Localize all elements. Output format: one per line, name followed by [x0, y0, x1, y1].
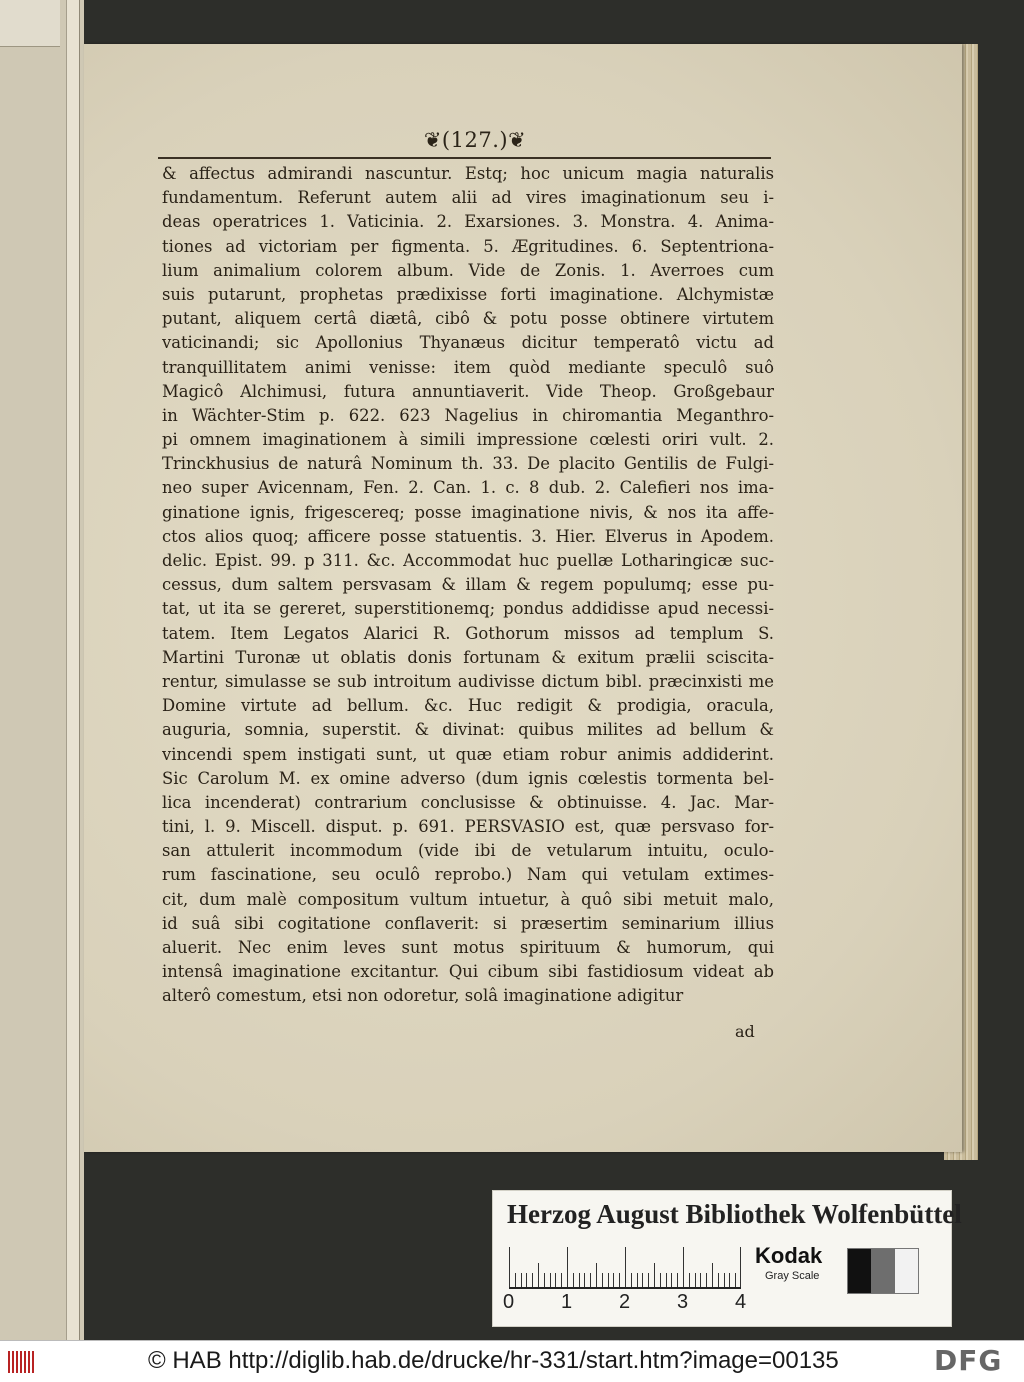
- text-line: putant, aliquem certâ diætâ, cibô & potu posse obtinere virtutem: [162, 309, 774, 329]
- ruler-tick: [718, 1273, 719, 1287]
- ruler-tick: [724, 1273, 725, 1287]
- text-line: in Wächter-Stim p. 622. 623 Nagelius in chiromantia Meganthro-: [162, 405, 774, 425]
- catchword: ad: [735, 1022, 755, 1041]
- header-rule: [158, 157, 771, 159]
- ruler-tick: [648, 1273, 649, 1287]
- text-line: Domine virtute ad bellum. &c. Huc redigit & prodigia, oracula,: [162, 696, 774, 716]
- ruler-tick: [689, 1273, 690, 1287]
- ruler-tick: [631, 1273, 632, 1287]
- text-line: Trinckhusius de naturâ Nominum th. 33. De placito Gentilis de Fulgi-: [162, 454, 774, 474]
- ruler-tick: [619, 1273, 620, 1287]
- ruler-tick: [567, 1247, 568, 1287]
- swatch-white: [895, 1249, 918, 1293]
- ruler-tick: [613, 1273, 614, 1287]
- gray-swatches: [847, 1248, 919, 1294]
- text-line: tranquillitatem animi venisse: item quòd mediante speculô suô: [162, 357, 774, 377]
- text-line: lica incenderat) contrarium conclusisse & obtinuisse. 4. Jac. Mar-: [162, 792, 774, 812]
- ruler-tick: [526, 1273, 527, 1287]
- ruler-tick: [666, 1273, 667, 1287]
- ruler-tick: [625, 1247, 626, 1287]
- text-line: cessus, dum saltem persvasam & illam & regem populumq; esse pu-: [162, 575, 774, 595]
- text-line: tini, l. 9. Miscell. disput. p. 691. PERSVASIO est, quæ persvaso for-: [162, 817, 774, 837]
- text-line: ginatione ignis, frigescereq; posse imaginatione nivis, & nos ita affe-: [162, 502, 774, 522]
- ruler-label: 4: [735, 1291, 747, 1313]
- copyright-link[interactable]: © HAB http://diglib.hab.de/drucke/hr-331/start.htm?image=00135: [148, 1347, 839, 1374]
- ruler-tick: [602, 1273, 603, 1287]
- ruler-tick: [532, 1273, 533, 1287]
- text-line: tat, ut ita se gereret, superstitionemq; pondus addidisse apud necessi-: [162, 599, 774, 619]
- text-line: vincendi spem instigati sunt, ut quæ etiam robur animis addiderint.: [162, 744, 774, 764]
- footer-bar: [0, 1340, 1024, 1382]
- ruler-tick: [538, 1263, 539, 1287]
- text-line: delic. Epist. 99. p 311. &c. Accommodat huc puellæ Lotharingicæ suc-: [162, 551, 774, 570]
- paper-tab: [0, 0, 60, 47]
- text-line: Sic Carolum M. ex omine adverso (dum ignis cœlestis tormenta bel-: [162, 768, 774, 788]
- text-line: id suâ sibi cogitatione conflaverit: si præsertim seminarium illius: [162, 913, 774, 933]
- ruler-tick: [596, 1263, 597, 1287]
- ruler-tick: [573, 1273, 574, 1287]
- ruler-tick: [590, 1273, 591, 1287]
- text-line: san attulerit incommodum (vide ibi de vetularum intuitu, oculo-: [162, 841, 774, 861]
- ruler-label: 2: [619, 1291, 631, 1313]
- dfg-logo: DFG: [934, 1344, 1003, 1377]
- text-line: cit, dum malè compositum vultum intuetur, à quô sibi metuit malo,: [162, 889, 774, 909]
- ruler-tick: [555, 1273, 556, 1287]
- facing-page-edge: [0, 0, 84, 1340]
- text-block: [162, 162, 774, 1009]
- ruler-label: 3: [677, 1291, 689, 1313]
- text-line: vaticinandi; sic Apollonius Thyanæus dicitur temperatô victu ad: [162, 333, 774, 353]
- ruler-tick: [660, 1273, 661, 1287]
- text-line: auguria, somnia, superstit. & divinat: quibus milites ad bellum &: [162, 720, 774, 740]
- swatch-gray: [871, 1249, 894, 1293]
- ruler-tick: [700, 1273, 701, 1287]
- page-header: ❦(127.)❦: [423, 128, 527, 152]
- ruler-tick: [509, 1247, 510, 1287]
- text-line: tiones ad victoriam per figmenta. 5. Ægritudines. 6. Septentriona-: [162, 236, 774, 256]
- ruler-tick: [550, 1273, 551, 1287]
- text-line: Magicô Alchimusi, futura annuntiaverit. Vide Theop. Großgebaur: [162, 381, 774, 401]
- text-line: deas operatrices 1. Vaticinia. 2. Exarsiones. 3. Monstra. 4. Anima-: [162, 212, 774, 232]
- ruler-tick: [521, 1273, 522, 1287]
- text-line: rum fascinatione, seu oculô reprobo.) Nam qui vetulam extimes-: [162, 865, 774, 885]
- text-line: neo super Avicennam, Fen. 2. Can. 1. c. 8 dub. 2. Calefieri nos ima-: [162, 478, 774, 498]
- ruler-tick: [740, 1247, 741, 1287]
- kodak-brand: Kodak: [755, 1243, 823, 1268]
- text-line: Martini Turonæ ut oblatis donis fortunam & exitum prælii sciscita-: [162, 647, 774, 667]
- swatch-black: [848, 1249, 871, 1293]
- text-line: suis putarunt, prophetas prædixisse forti imaginatione. Alchymistæ: [162, 284, 774, 304]
- text-line: pi omnem imaginationem à simili impressione cœlesti oriri vult. 2.: [162, 430, 774, 450]
- ruler-tick: [706, 1273, 707, 1287]
- ruler-tick: [608, 1273, 609, 1287]
- ruler-tick: [729, 1273, 730, 1287]
- text-line: fundamentum. Referunt autem alii ad vires imaginationum seu i-: [162, 188, 774, 208]
- ruler-tick: [695, 1273, 696, 1287]
- ruler-labels: [503, 1291, 753, 1321]
- gray-scale-label: Gray Scale: [765, 1270, 820, 1282]
- library-color-card: [492, 1190, 962, 1327]
- text-line: rentur, simulasse se sub introitum audivisse dictum bibl. præcinxisti me: [162, 671, 774, 691]
- ruler-tick: [735, 1273, 736, 1287]
- text-line: aluerit. Nec enim leves sunt motus spirituum & humorum, qui: [162, 938, 774, 957]
- ruler-label: 0: [503, 1291, 515, 1313]
- text-line: ctos alios quoq; afficere posse statuentis. 3. Hier. Elverus in Apodem.: [162, 526, 774, 546]
- text-line: lium animalium colorem album. Vide de Zonis. 1. Averroes cum: [162, 260, 774, 280]
- ruler-tick: [579, 1273, 580, 1287]
- ruler-tick: [584, 1273, 585, 1287]
- ruler-tick: [671, 1273, 672, 1287]
- library-name: Herzog August Bibliothek Wolfenbüttel: [507, 1199, 962, 1229]
- text-line: alterô comestum, etsi non odoretur, solâ imaginatione adigitur: [162, 986, 684, 1006]
- ruler-tick: [515, 1273, 516, 1287]
- text-line: tatem. Item Legatos Alarici R. Gothorum missos ad templum S.: [162, 623, 774, 643]
- ruler-tick: [544, 1273, 545, 1287]
- ruler-tick: [561, 1273, 562, 1287]
- ruler-tick: [654, 1263, 655, 1287]
- page-edge: [66, 0, 80, 1340]
- text-line: & affectus admirandi nascuntur. Estq; hoc unicum magia naturalis: [162, 164, 774, 183]
- ruler-label: 1: [561, 1291, 573, 1313]
- ruler-tick: [677, 1273, 678, 1287]
- ruler-tick: [683, 1247, 684, 1287]
- ruler-scale: [509, 1247, 741, 1289]
- ruler-tick: [637, 1273, 638, 1287]
- ruler-tick: [642, 1273, 643, 1287]
- ruler-tick: [712, 1263, 713, 1287]
- text-line: intensâ imaginatione excitantur. Qui cibum sibi fastidiosum videat ab: [162, 962, 774, 982]
- hab-bars-icon: [8, 1351, 38, 1373]
